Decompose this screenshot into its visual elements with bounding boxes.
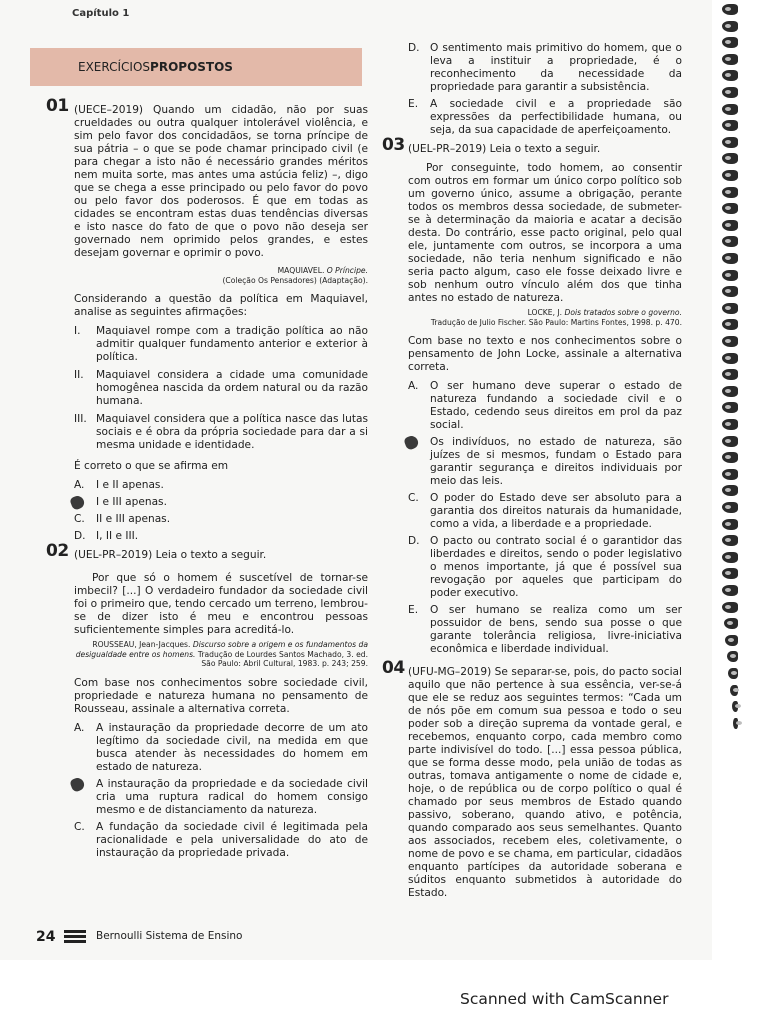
banner-bold: PROPOSTOS	[150, 60, 233, 74]
statement-text: Maquiavel rompe com a tradição política ao não admitir qualquer fundamento anterior e exterior à política.	[96, 325, 368, 363]
spiral-ring-icon	[722, 319, 738, 330]
left-column	[46, 96, 368, 866]
page-number: 24	[36, 929, 56, 945]
spiral-ring-icon	[722, 37, 738, 48]
question-source	[74, 640, 368, 669]
option-list-continued	[386, 42, 682, 137]
option-d[interactable]	[408, 42, 682, 94]
option-a[interactable]	[74, 479, 368, 492]
statement-text: Maquiavel considera que a política nasce das lutas sociais e é obra da própria sociedade para dar a si mesma unidade e identidade.	[96, 413, 368, 451]
spiral-ring-icon	[722, 469, 738, 480]
scanner-watermark: Scanned with CamScanner	[460, 990, 669, 1008]
publisher-logo-icon	[64, 930, 86, 944]
question-source	[74, 266, 368, 285]
option-text: II e III apenas.	[96, 513, 171, 525]
option-label: D.	[408, 535, 420, 547]
spiral-ring-icon	[722, 104, 738, 115]
question-04	[382, 658, 682, 900]
spiral-ring-icon	[722, 21, 738, 32]
spiral-ring-icon	[724, 618, 738, 629]
option-label	[74, 778, 96, 817]
spiral-ring-icon	[722, 270, 738, 281]
spiral-ring-icon	[722, 502, 738, 513]
statement	[74, 413, 368, 452]
option-list	[74, 479, 368, 543]
spiral-ring-icon	[722, 4, 738, 15]
chapter-label: Capítulo 1	[72, 8, 130, 19]
answer-mark-icon	[69, 494, 86, 511]
section-banner	[30, 48, 362, 86]
option-list	[408, 380, 682, 656]
option-text: O pacto ou contrato social é o garantidor das liberdades e direitos, sendo o poder legislativo o menos importante, já que é possível sua revogação por aqueles que participam do poder executivo.	[430, 535, 682, 599]
spiral-ring-icon	[722, 568, 738, 579]
option-b[interactable]	[74, 496, 368, 509]
spiral-ring-icon	[722, 585, 738, 596]
answer-mark-icon	[403, 434, 420, 451]
option-list	[74, 722, 368, 860]
spiral-binding	[712, 0, 768, 960]
question-stem: Com base nos conhecimentos sobre sociedade civil, propriedade e natureza humana no pensamento de Rousseau, assinale a alternativa correta.	[74, 676, 368, 715]
spiral-ring-icon	[733, 718, 738, 729]
question-number: 04	[382, 658, 405, 678]
option-label: D.	[408, 42, 420, 54]
source-title: O Príncipe.	[326, 266, 368, 275]
option-c[interactable]	[74, 513, 368, 526]
spiral-ring-icon	[722, 137, 738, 148]
source-rest: Tradução de Julio Fischer. São Paulo: Martins Fontes, 1998. p. 470.	[430, 317, 682, 327]
option-c[interactable]	[408, 492, 682, 531]
option-text: O ser humano deve superar o estado de natureza fundando a sociedade civil e o Estado, cedendo seus direitos em prol da paz social.	[430, 380, 682, 431]
option-text: A fundação da sociedade civil é legitimada pela racionalidade e pela universalidade do ato de instauração da propriedade privada.	[96, 820, 368, 859]
spiral-ring-icon	[722, 519, 738, 530]
spiral-ring-icon	[722, 236, 738, 247]
question-quote: Por conseguinte, todo homem, ao consentir com outros em formar um único corpo político sob um governo único, assume a obrigação, perante todos os membros dessa sociedade, de submeter-se à determinação da maioria e acatar a decisão desta. Do contrário, esse pacto original, pelo qual ele, juntamente com outros, se incorpora a uma sociedade, não teria nenhum significado e não seria pacto algum, caso ele fosse deixado livre e sob nenhum outro vínculo além dos que tinha antes no estado de natureza.	[408, 162, 682, 304]
source-author: LOCKE, J.	[527, 308, 565, 317]
option-label: A.	[74, 479, 85, 491]
question-text: (UECE–2019) Quando um cidadão, não por suas crueldades ou outra qualquer intolerável violência, e sim pelo favor dos concidadãos, se torna príncipe de sua pátria – o que se pode chamar principado civil (e para chegar a isto não é necessário grandes méritos nem muita sorte, mas antes uma astúcia feliz) –, digo que se chega a esse principado ou pelo favor do povo ou pelo favor dos poderosos. É que em todas as cidades se encontram estas duas tendências diversas e isto nasce do fato de que o povo não deseja ser governado nem oprimido pelos grandes, e estes desejam governar e oprimir o povo.	[74, 104, 368, 259]
option-b[interactable]	[408, 436, 682, 488]
spiral-ring-icon	[730, 685, 738, 696]
spiral-ring-icon	[725, 635, 738, 646]
source-title: Dois tratados sobre o governo.	[564, 308, 682, 317]
option-b[interactable]	[74, 778, 368, 817]
spiral-ring-icon	[722, 485, 738, 496]
option-label	[74, 496, 96, 509]
option-label: C.	[74, 513, 85, 525]
question-stem: É correto o que se afirma em	[74, 460, 229, 472]
spiral-ring-icon	[722, 402, 738, 413]
option-label: A.	[408, 380, 419, 392]
source-author: ROUSSEAU, Jean-Jacques.	[92, 640, 193, 649]
option-text: O poder do Estado deve ser absoluto para a garantia dos direitos naturais da humanidade, como a vida, a liberdade e a propriedade.	[430, 492, 682, 530]
spiral-ring-icon	[722, 153, 738, 164]
statement-text: Maquiavel considera a cidade uma comunidade homogênea nascida da ordem natural ou da razão humana.	[96, 369, 368, 407]
spiral-ring-icon	[728, 668, 738, 679]
option-label	[408, 436, 430, 488]
option-text: O ser humano se realiza como um ser possuidor de bens, sendo sua posse o que garante tolerância religiosa, livre-iniciativa econômica e liberdade individual.	[430, 604, 682, 655]
question-number: 02	[46, 541, 69, 561]
option-d[interactable]	[408, 535, 682, 600]
option-text: A instauração da propriedade decorre de um ato legítimo da sociedade civil, na medida em que busca atender às necessidades do homem em estado de natureza.	[96, 721, 368, 773]
option-text: I, II e III.	[96, 530, 139, 542]
option-c[interactable]	[74, 821, 368, 860]
option-a[interactable]	[74, 722, 368, 774]
spiral-ring-icon	[722, 87, 738, 98]
statement-label: III.	[74, 413, 87, 425]
question-intro: (UEL-PR–2019) Leia o texto a seguir.	[408, 143, 601, 155]
question-number: 03	[382, 135, 405, 155]
question-number: 01	[46, 96, 69, 116]
spiral-ring-icon	[722, 253, 738, 264]
statement-label: I.	[74, 325, 81, 337]
source-rest: (Coleção Os Pensadores) (Adaptação).	[222, 275, 368, 285]
spiral-ring-icon	[722, 419, 738, 430]
question-01	[46, 96, 368, 543]
spiral-ring-icon	[722, 602, 738, 613]
banner-prefix: EXERCÍCIOS	[78, 60, 151, 74]
question-source	[408, 308, 682, 327]
question-quote: Por que só o homem é suscetível de tornar-se imbecil? [...] O verdadeiro fundador da sociedade civil foi o primeiro que, tendo cercado um terreno, lembrou-se de dizer isto é meu e encontrou pessoas suficientemente simples para acreditá-lo.	[74, 572, 368, 636]
spiral-ring-icon	[722, 336, 738, 347]
option-text: I e III apenas.	[96, 496, 167, 508]
spiral-ring-icon	[722, 436, 738, 447]
option-label: D.	[74, 530, 86, 542]
right-column	[382, 42, 682, 906]
source-author: MAQUIAVEL.	[277, 266, 327, 275]
statement-list	[74, 325, 368, 452]
option-label: E.	[408, 604, 419, 616]
option-label: A.	[74, 721, 85, 734]
question-02	[46, 541, 368, 860]
spiral-ring-icon	[722, 303, 738, 314]
spiral-ring-icon	[722, 220, 738, 231]
option-text: A sociedade civil e a propriedade são expressões da perfectibilidade humana, ou seja, da sua capacidade de aperfeiçoamento.	[430, 98, 682, 136]
question-intro: (UEL-PR–2019) Leia o texto a seguir.	[74, 549, 267, 561]
question-stem: Com base no texto e nos conhecimentos sobre o pensamento de John Locke, assinale a alternativa correta.	[408, 335, 682, 373]
spiral-ring-icon	[722, 120, 738, 131]
question-prompt: Considerando a questão da política em Maquiavel, analise as seguintes afirmações:	[74, 293, 368, 318]
option-text: A instauração da propriedade e da sociedade civil cria uma ruptura radical do homem consigo mesmo e de distanciamento da natureza.	[96, 777, 368, 816]
spiral-ring-icon	[722, 386, 738, 397]
option-text: Os indivíduos, no estado de natureza, são juízes de si mesmos, fundam o Estado para garantir segurança e direitos individuais por meio das leis.	[430, 436, 682, 487]
option-e[interactable]	[408, 98, 682, 137]
question-text: (UFU-MG–2019) Se separar-se, pois, do pacto social aquilo que não pertence à sua essência, ver-se-á que ele se reduz aos seguintes termos: “Cada um de nós põe em comum sua pessoa e todo o seu poder sob a direção suprema da vontade geral, e recebemos, enquanto corpo, cada membro como parte indivisível do todo. [...] essa pessoa pública, que se forma desse modo, pela união de todas as outras, tomava antigamente o nome de cidade e, hoje, o de república ou de corpo político o qual é chamado por seus membros de Estado quando passivo, soberano, quando ativo, e potência, quando comparado aos seus semelhantes. Quanto aos associados, recebem eles, coletivamente, o nome de povo e se chama, em particular, cidadãos enquanto partícipes da autoridade soberana e súditos enquanto submetidos à autoridade do Estado.	[408, 666, 682, 899]
spiral-ring-icon	[722, 170, 738, 181]
statement	[74, 325, 368, 364]
spiral-ring-icon	[722, 535, 738, 546]
spiral-ring-icon	[722, 286, 738, 297]
spiral-ring-icon	[722, 452, 738, 463]
question-03	[382, 135, 682, 656]
spiral-ring-icon	[722, 54, 738, 65]
option-label: C.	[74, 820, 85, 833]
spiral-ring-icon	[722, 203, 738, 214]
option-text: I e II apenas.	[96, 479, 164, 491]
option-label: C.	[408, 492, 419, 504]
option-d[interactable]	[74, 530, 368, 543]
spiral-ring-icon	[732, 701, 738, 712]
option-text: O sentimento mais primitivo do homem, que o leva a instituir a propriedade, é o reconhecimento da necessidade da propriedade para garantir a subsistência.	[430, 42, 682, 93]
statement	[74, 369, 368, 408]
spiral-ring-icon	[727, 651, 738, 662]
statement-label: II.	[74, 369, 84, 381]
spiral-ring-icon	[722, 70, 738, 81]
publisher-name: Bernoulli Sistema de Ensino	[96, 930, 243, 942]
option-label: E.	[408, 98, 419, 110]
source-title: Discurso sobre a origem e os fundamentos da desigualdade entre os homens.	[75, 640, 368, 659]
option-a[interactable]	[408, 380, 682, 432]
answer-mark-icon	[69, 776, 86, 793]
spiral-ring-icon	[722, 187, 738, 198]
spiral-ring-icon	[722, 369, 738, 380]
option-e[interactable]	[408, 604, 682, 656]
spiral-ring-icon	[722, 552, 738, 563]
spiral-ring-icon	[722, 353, 738, 364]
source-rest: Tradução de Lourdes Santos Machado, 3. ed. São Paulo: Abril Cultural, 1983. p. 243; 259.	[195, 649, 368, 668]
